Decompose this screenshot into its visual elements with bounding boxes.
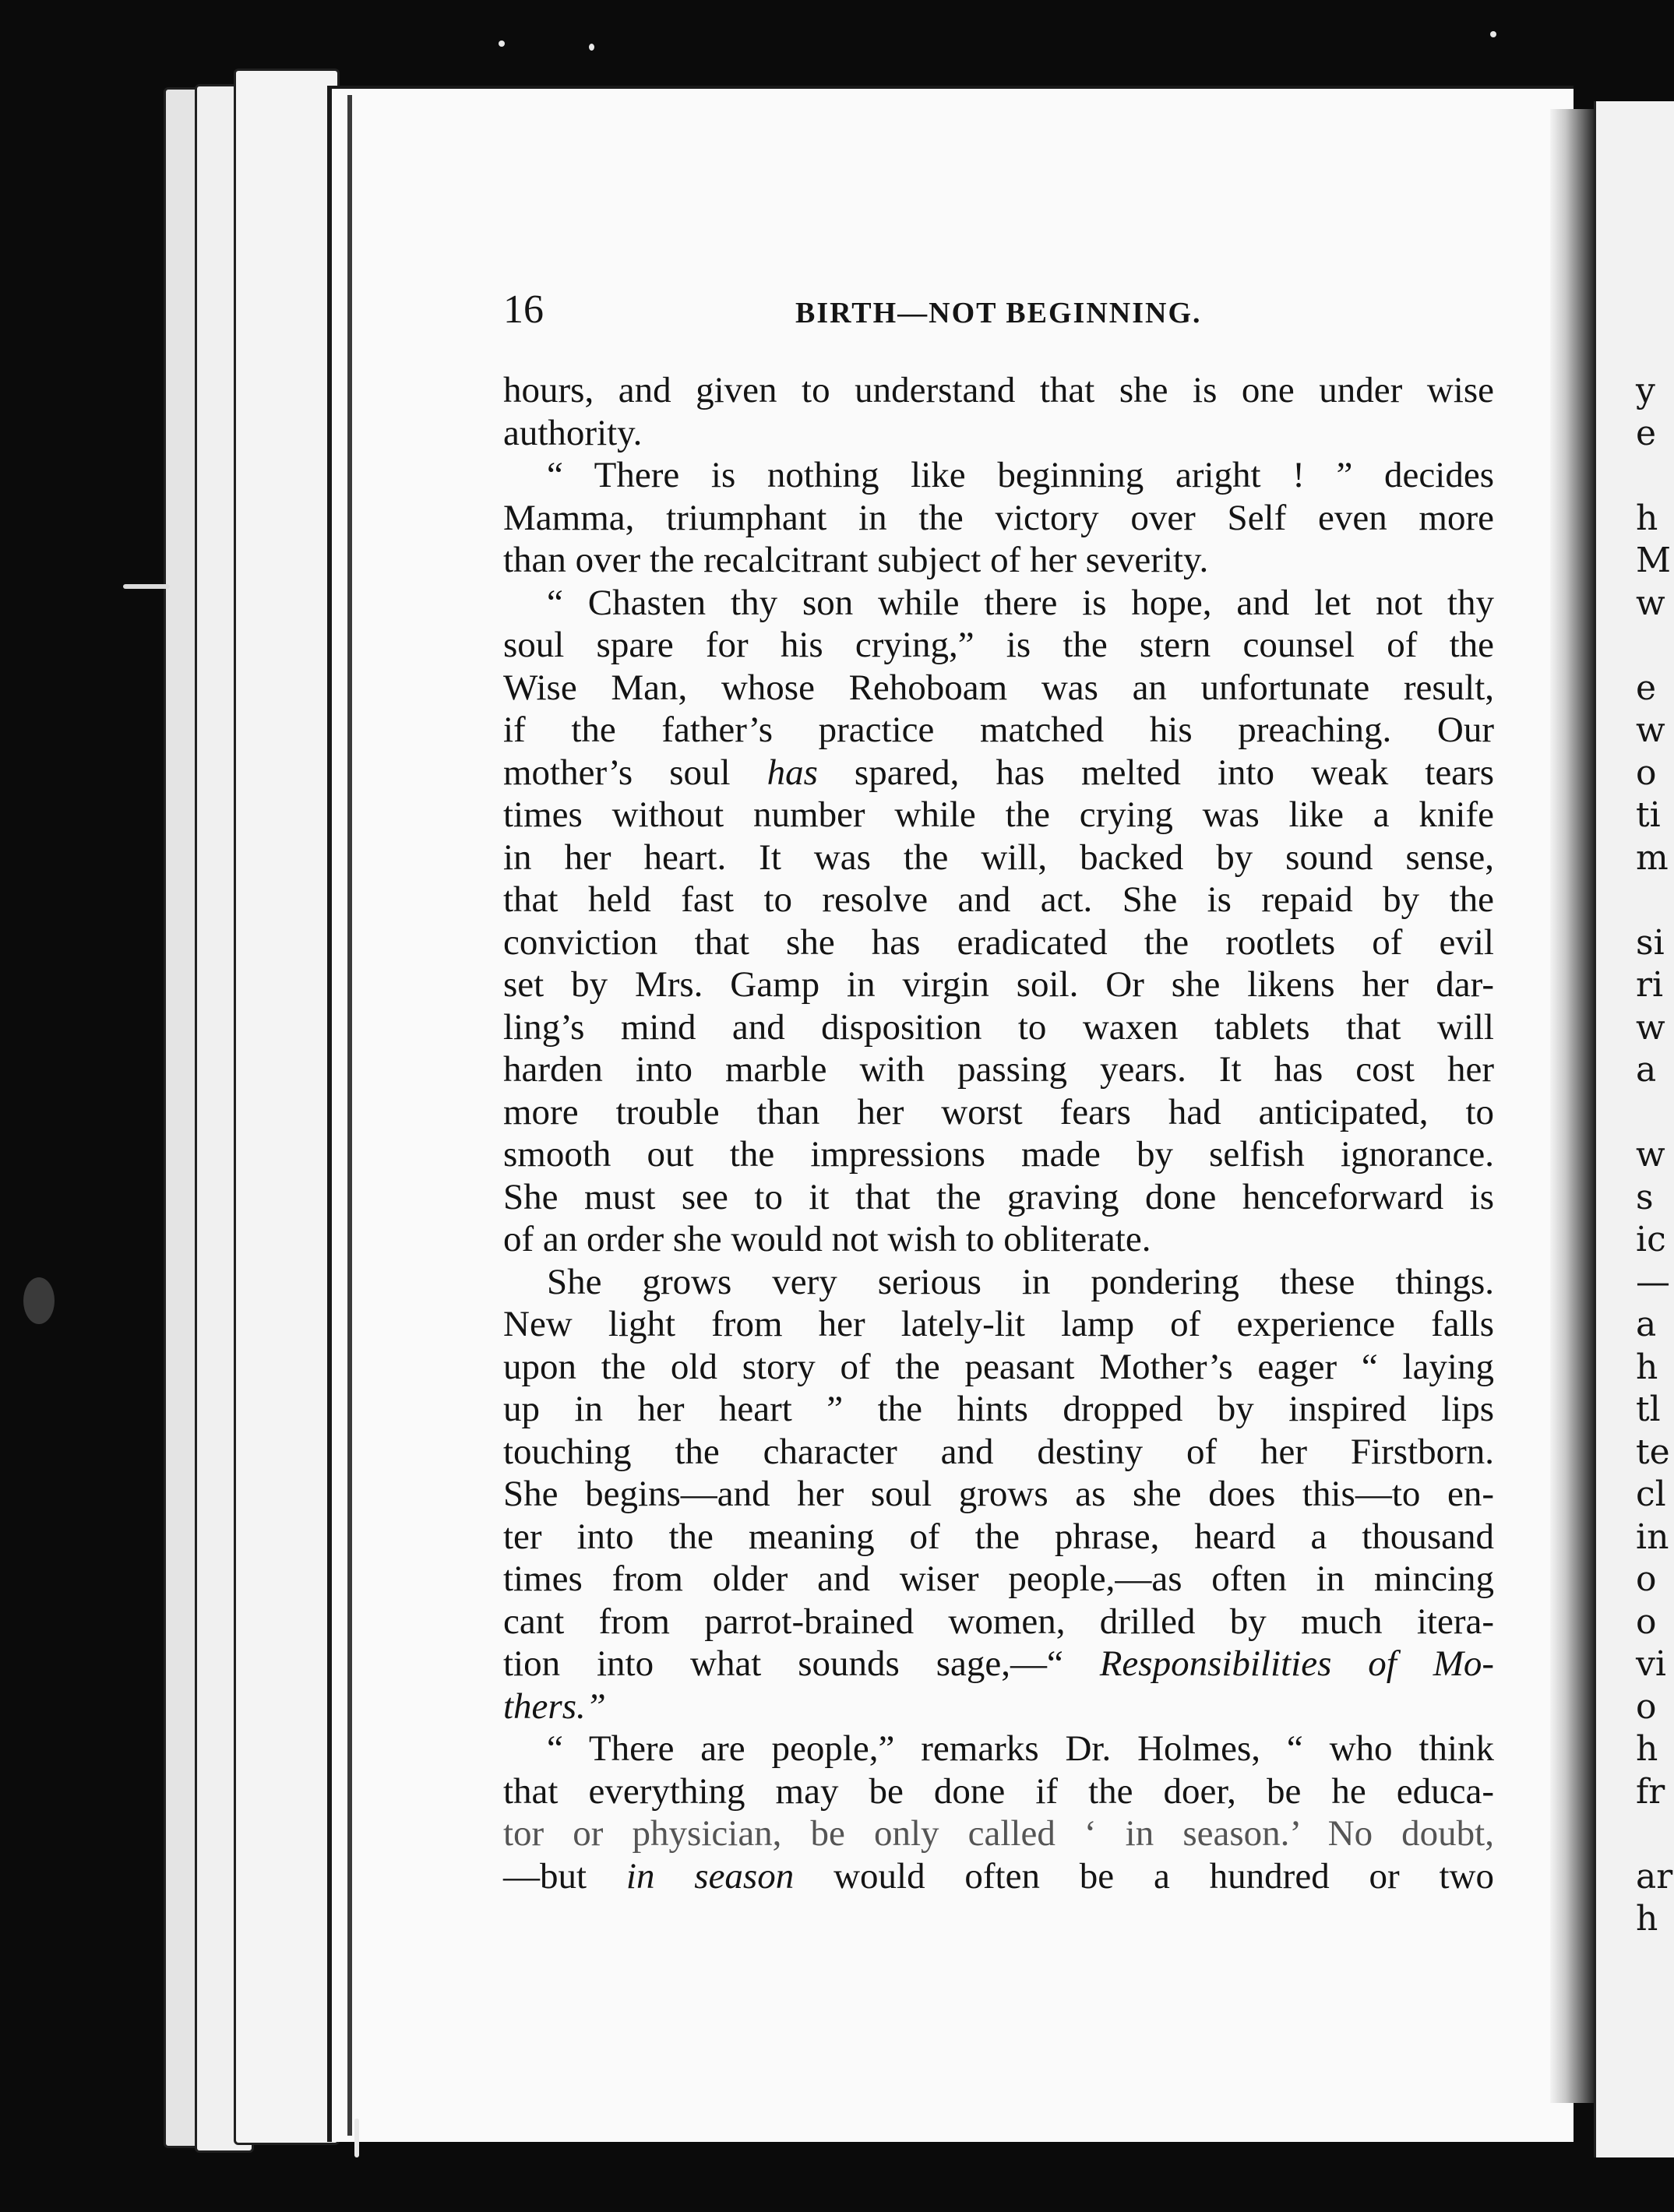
- text-line: [503, 1643, 1494, 1685]
- page-number: 16: [503, 287, 544, 332]
- facing-page-fragment: M: [1636, 541, 1672, 580]
- facing-page-fragment: [1636, 625, 1672, 667]
- scan-speck: [1490, 31, 1496, 37]
- facing-page-fragment: tl: [1636, 1390, 1661, 1429]
- facing-page-fragment: w: [1636, 583, 1665, 623]
- facing-page-fragment: y: [1636, 371, 1655, 410]
- facing-page-fragment: o: [1636, 752, 1657, 793]
- facing-page-fragment: fr: [1636, 1771, 1665, 1812]
- scan-speck: [354, 2119, 359, 2157]
- facing-page-fragment: a: [1636, 1305, 1657, 1344]
- scan-speck: [123, 584, 170, 589]
- italic-run: has: [767, 752, 818, 793]
- facing-page-fragment: te: [1636, 1432, 1670, 1472]
- facing-page-fragment: [1636, 879, 1672, 922]
- text-line: up in her heart ” the hints dropped by inspired lips: [503, 1389, 1494, 1429]
- facing-page-fragment: s: [1636, 1177, 1654, 1217]
- text-line: [503, 752, 1494, 794]
- text-line: “ There are people,” remarks Dr. Holmes, “ who think: [547, 1728, 1494, 1769]
- facing-page-fragment: vi: [1636, 1644, 1666, 1684]
- text-run: would often be a hundred or two: [794, 1855, 1494, 1897]
- facing-page-fragment: —: [1636, 1262, 1670, 1302]
- text-line: thers.”: [503, 1685, 606, 1727]
- text-line: “ There is nothing like beginning aright ! ” decides: [547, 455, 1494, 495]
- facing-page-fragment: o: [1636, 1686, 1657, 1727]
- running-title: BIRTH—NOT BEGINNING.: [795, 297, 1202, 329]
- text-line: soul spare for his crying,” is the stern counsel of the: [503, 625, 1494, 665]
- text-line: times from older and wiser people,—as often in mincing: [503, 1559, 1494, 1599]
- text-line: cant from parrot-brained women, drilled by much itera-: [503, 1601, 1494, 1642]
- text-line: Wise Man, whose Rehoboam was an unfortunate result,: [503, 667, 1494, 708]
- facing-page-fragment: ic: [1636, 1220, 1666, 1259]
- text-line: hours, and given to understand that she is one under wise: [503, 370, 1494, 410]
- facing-page-fragment: e: [1636, 413, 1657, 453]
- text-line: that held fast to resolve and act. She is repaid by the: [503, 879, 1494, 920]
- text-line: harden into marble with passing years. It has cost her: [503, 1049, 1494, 1090]
- text-line: [503, 1855, 1494, 1898]
- text-line: She grows very serious in pondering these things.: [547, 1261, 1494, 1302]
- text-line: upon the old story of the peasant Mother’s eager “ laying: [503, 1346, 1494, 1387]
- facing-page-fragment: h: [1636, 1729, 1658, 1769]
- facing-page-fragment: o: [1636, 1601, 1657, 1642]
- text-line: “ Chasten thy son while there is hope, and let not thy: [547, 582, 1494, 623]
- facing-page-fragment: o: [1636, 1559, 1657, 1599]
- text-line: conviction that she has eradicated the rootlets of evil: [503, 921, 1494, 963]
- text-run: spared, has melted into weak tears: [817, 752, 1494, 793]
- facing-page-fragment: w: [1636, 1135, 1665, 1175]
- text-line: New light from her lately-lit lamp of experience falls: [503, 1304, 1494, 1344]
- text-line: of an order she would not wish to obliterate.: [503, 1219, 1151, 1259]
- facing-page-fragment: a: [1636, 1050, 1657, 1090]
- text-line: in her heart. It was the will, backed by sound sense,: [503, 837, 1494, 878]
- text-line: if the father’s practice matched his preaching. Our: [503, 710, 1494, 750]
- text-line: touching the character and destiny of her Firstborn.: [503, 1431, 1494, 1472]
- facing-page-fragment: in: [1636, 1516, 1669, 1557]
- text-line: She must see to it that the graving done henceforward is: [503, 1176, 1494, 1217]
- text-line: that everything may be done if the doer, be he educa-: [503, 1770, 1494, 1812]
- facing-page-fragment: w: [1636, 710, 1665, 750]
- facing-page-fragment: ar: [1636, 1856, 1673, 1897]
- text-line: ling’s mind and disposition to waxen tablets that will: [503, 1006, 1494, 1048]
- running-head: [503, 287, 1494, 333]
- text-line: ter into the meaning of the phrase, heard a thousand: [503, 1516, 1494, 1557]
- book-gutter-shadow: [1550, 109, 1594, 2103]
- italic-run: Responsibilities of Mo-: [1099, 1643, 1494, 1684]
- facing-page-text: [1636, 370, 1672, 1941]
- text-line: authority.: [503, 412, 643, 453]
- text-line: set by Mrs. Gamp in virgin soil. Or she likens her dar-: [503, 964, 1494, 1005]
- facing-page-fragment: [1636, 455, 1672, 498]
- text-line: times without number while the crying was like a knife: [503, 794, 1494, 835]
- facing-page-fragment: h: [1636, 498, 1658, 538]
- text-line: She begins—and her soul grows as she does this—to en-: [503, 1474, 1494, 1514]
- text-run: —but: [503, 1855, 626, 1897]
- text-line: smooth out the impressions made by selfish ignorance.: [503, 1134, 1494, 1175]
- facing-page-fragment: si: [1636, 922, 1665, 963]
- facing-page-fragment: h: [1636, 1899, 1658, 1939]
- text-run: mother’s soul: [503, 752, 767, 793]
- facing-page-fragment: m: [1636, 837, 1669, 878]
- text-line: tor or physician, be only called ‘ in season.’ No doubt,: [503, 1813, 1494, 1854]
- facing-page-fragment: [1636, 1813, 1672, 1856]
- scan-speck: [499, 41, 505, 47]
- facing-page-fragment: ti: [1636, 795, 1661, 835]
- text-run: tion into what sounds sage,—“: [503, 1643, 1100, 1684]
- text-line: Mamma, triumphant in the victory over Self even more: [503, 497, 1494, 538]
- scan-speck: [23, 1277, 55, 1324]
- scan-speck: [589, 44, 594, 51]
- page-border-line: [347, 95, 352, 2136]
- italic-run: in season: [626, 1855, 795, 1897]
- facing-page-fragment: w: [1636, 1007, 1665, 1048]
- facing-page-fragment: h: [1636, 1347, 1658, 1387]
- body-text: [503, 369, 1494, 1897]
- facing-page-fragment: cl: [1636, 1474, 1666, 1514]
- facing-page-fragment: e: [1636, 667, 1657, 708]
- text-line: more trouble than her worst fears had anticipated, to: [503, 1091, 1494, 1132]
- facing-page-fragment: [1636, 1092, 1672, 1135]
- facing-page-fragment: ri: [1636, 965, 1664, 1005]
- text-line: than over the recalcitrant subject of her severity.: [503, 540, 1209, 580]
- page-edge: [234, 69, 340, 2145]
